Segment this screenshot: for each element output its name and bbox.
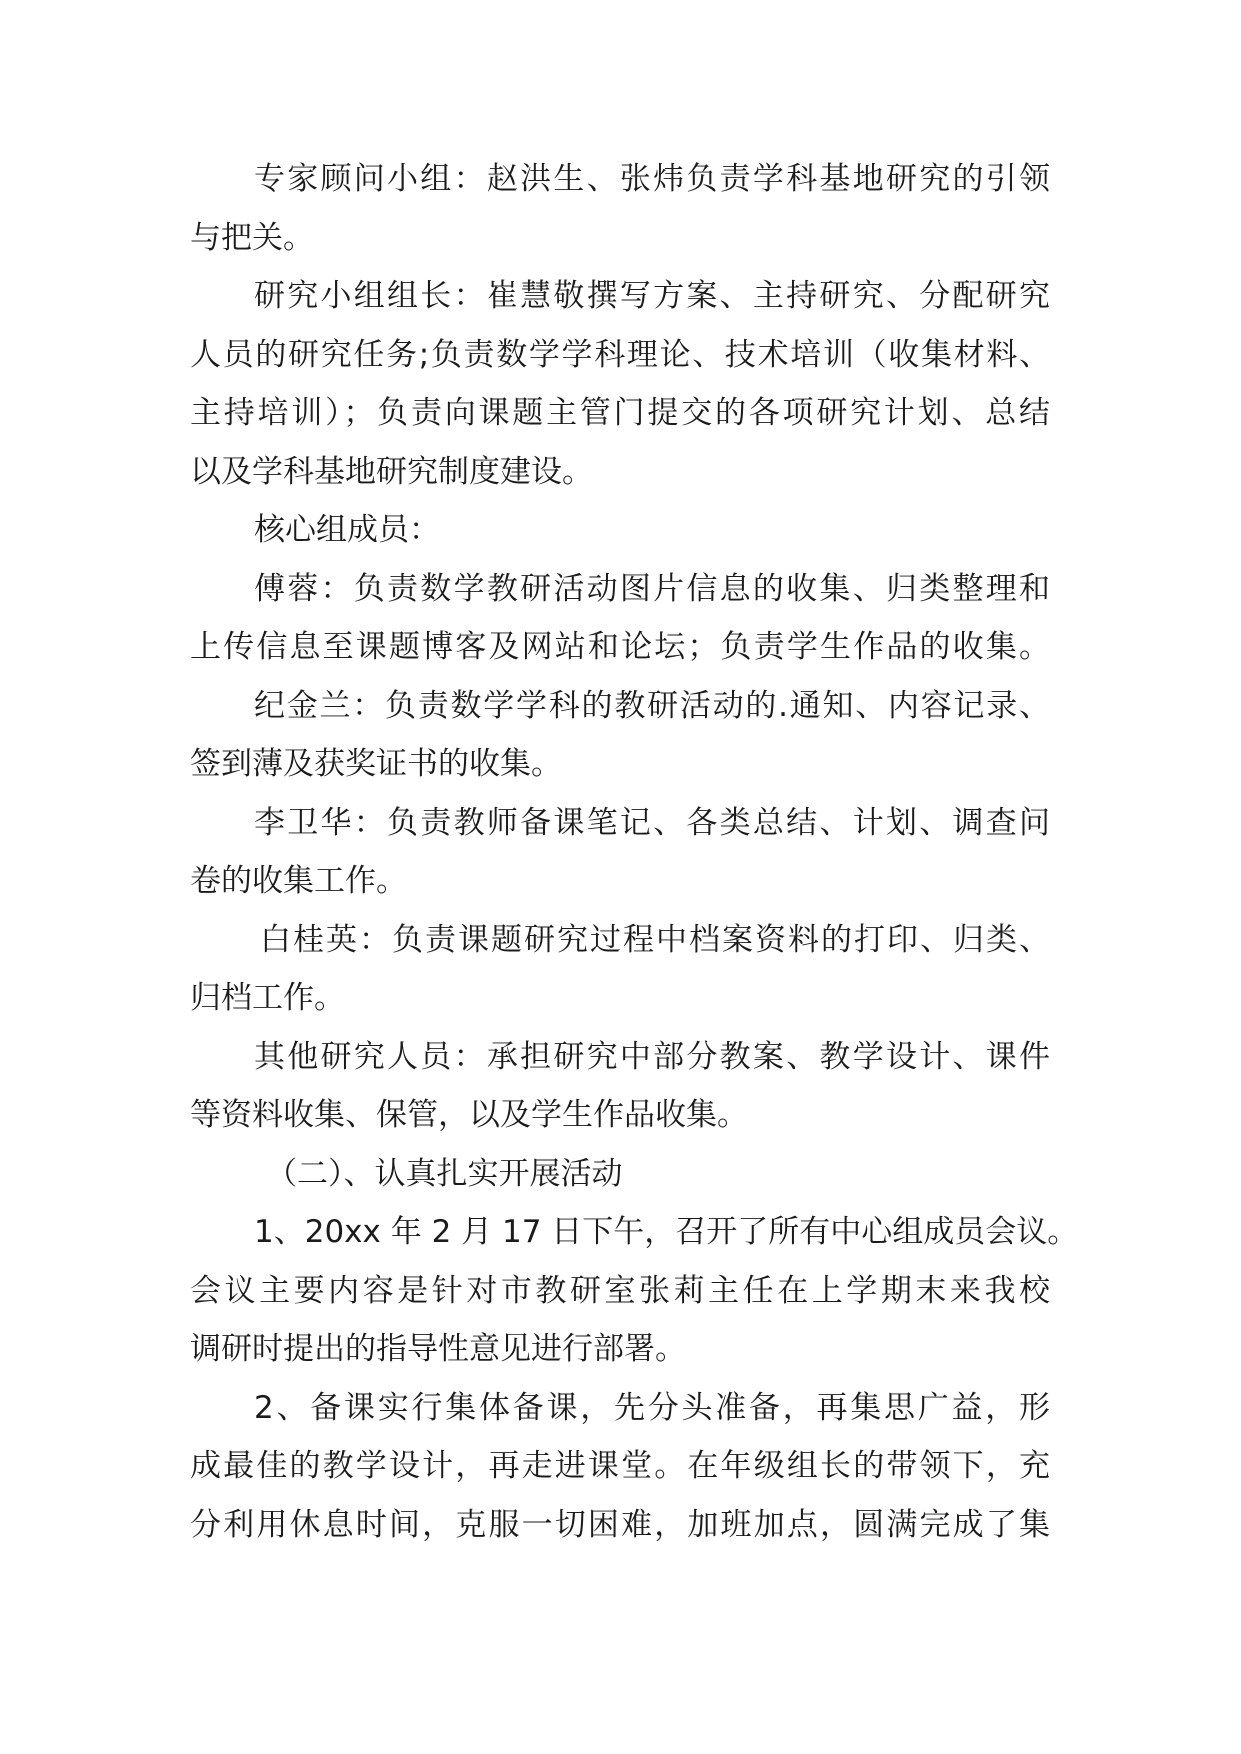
text-line: 卷的收集工作。 — [190, 863, 407, 899]
text-line: 人员的研究任务;负责数学学科理论、技术培训（收集材料、 — [190, 336, 1050, 373]
text-line: 与把关。 — [190, 219, 314, 256]
text-line: 上传信息至课题博客及网站和论坛；负责学生作品的收集。 — [190, 629, 1050, 665]
text-line: 主持培训）；负责向课题主管门提交的各项研究计划、总结 — [190, 395, 1050, 431]
text-line: 核心组成员： — [254, 512, 440, 548]
text-line: 李卫华：负责教师备课笔记、各类总结、计划、调查问 — [254, 804, 1050, 841]
text-line: 傅蓉：负责数学教研活动图片信息的收集、归类整理和 — [254, 570, 1050, 607]
text-line: 成最佳的教学设计，再走进课堂。在年级组长的带领下，充 — [190, 1448, 1050, 1484]
text-line: 1、20xx 年 2 月 17 日下午，召开了所有中心组成员会议。 — [254, 1214, 1079, 1250]
text-line: 归档工作。 — [190, 980, 345, 1016]
body-text — [190, 150, 1079, 1554]
section-heading: （二）、认真扎实开展活动 — [266, 1155, 623, 1192]
text-line: 专家顾问小组：赵洪生、张炜负责学科基地研究的引领 — [254, 161, 1050, 197]
text-line: 白桂英：负责课题研究过程中档案资料的打印、归类、 — [260, 921, 1050, 958]
text-line: 2、备课实行集体备课，先分头准备，再集思广益，形 — [254, 1389, 1050, 1426]
text-line: 纪金兰：负责数学学科的教研活动的.通知、内容记录、 — [254, 687, 1050, 724]
text-line: 其他研究人员：承担研究中部分教案、教学设计、课件 — [254, 1038, 1050, 1075]
text-line: 签到薄及获奖证书的收集。 — [190, 746, 562, 782]
text-line: 调研时提出的指导性意见进行部署。 — [190, 1331, 686, 1367]
text-line: 以及学科基地研究制度建设。 — [190, 453, 593, 490]
text-line: 等资料收集、保管，以及学生作品收集。 — [190, 1097, 748, 1133]
text-line: 分利用休息时间，克服一切困难，加班加点，圆满完成了集 — [190, 1506, 1050, 1543]
text-line: 会议主要内容是针对市教研室张莉主任在上学期末来我校 — [190, 1272, 1050, 1309]
text-line: 研究小组组长：崔慧敬撰写方案、主持研究、分配研究 — [254, 278, 1050, 314]
